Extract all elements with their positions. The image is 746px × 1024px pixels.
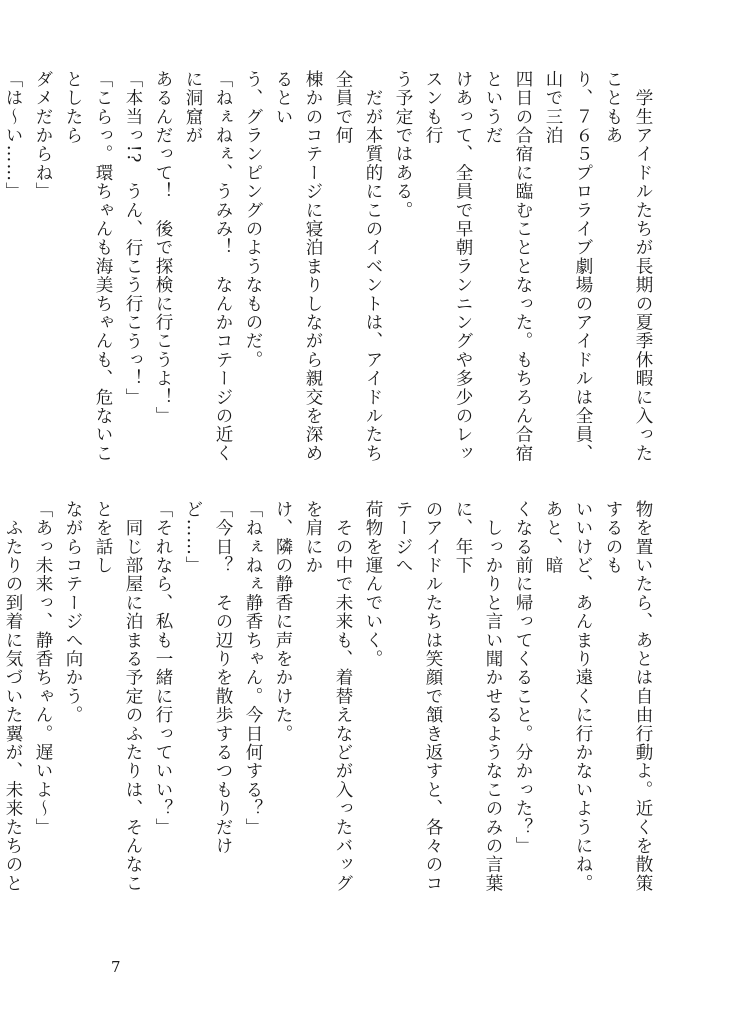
text-line: くなる前に帰ってくること。分かった？」 [513, 500, 533, 856]
text-line: いいけど、あんまり遠くに行かないようにね。あと、暗 [543, 500, 593, 893]
text-line: ながらコテージへ向かう。 [63, 500, 83, 725]
page-number: 7 [111, 958, 121, 976]
lower-text-block [3, 500, 658, 900]
text-line: 「は〜い……」 [3, 70, 23, 201]
text-line: う予定ではある。 [393, 70, 413, 220]
text-line: 同じ部屋に泊まる予定のふたりは、そんなことを話し [93, 500, 143, 893]
text-line: だが本質的にこのイベントは、アイドルたち全員で何 [333, 70, 383, 463]
text-line: け、隣の静香に声をかけた。 [273, 500, 293, 744]
text-line: 荷物を運んでいく。 [363, 500, 383, 669]
text-line: 「それなら、私も一緒に行っていい？」 [153, 500, 173, 837]
text-line: 「こらっ。環ちゃんも海美ちゃんも、危ないことしたら [63, 70, 113, 463]
text-line: 「本当っ!? うん、行こう行こうっ！」 [123, 70, 143, 407]
text-line: う、グランピングのようなものだ。 [243, 70, 263, 370]
text-line: 学生アイドルたちが長期の夏季休暇に入ったこともあ [603, 70, 653, 463]
upper-text-block [3, 70, 658, 465]
text-line: り、７６５プロライブ劇場のアイドルは全員、山で三泊 [543, 70, 593, 463]
text-line: 「ねぇねぇ静香ちゃん。今日何する？」 [243, 500, 263, 837]
text-line: 物を置いたら、あとは自由行動よ。近くを散策するのも [603, 500, 653, 893]
text-line: 「今日？ その辺りを散歩するつもりだけど……」 [183, 500, 233, 856]
text-line: 「ねぇねぇ、うみみ！ なんかコテージの近くに洞窟が [183, 70, 233, 463]
text-line: のアイドルたちは笑顔で頷き返すと、各々のコテージへ [393, 500, 443, 893]
text-line: その中で未来も、着替えなどが入ったバッグを肩にか [303, 500, 353, 893]
text-line: あるんだって！ 後で探検に行こうよ！」 [153, 70, 173, 426]
text-line: 棟かのコテージに寝泊まりしながら親交を深めるとい [273, 70, 323, 463]
text-line: 四日の合宿に臨むこととなった。もちろん合宿というだ [483, 70, 533, 463]
text-line: けあって、全員で早朝ランニングや多少のレッスンも行 [423, 70, 473, 463]
text-line: ダメだからね」 [33, 70, 53, 201]
text-line: 「あっ未来っ、静香ちゃん。遅いよ〜」 [33, 500, 53, 837]
text-line: ふたりの到着に気づいた翼が、未来たちのと [3, 518, 23, 893]
text-line: しっかりと言い聞かせるようなこのみの言葉に、年下 [453, 500, 503, 893]
